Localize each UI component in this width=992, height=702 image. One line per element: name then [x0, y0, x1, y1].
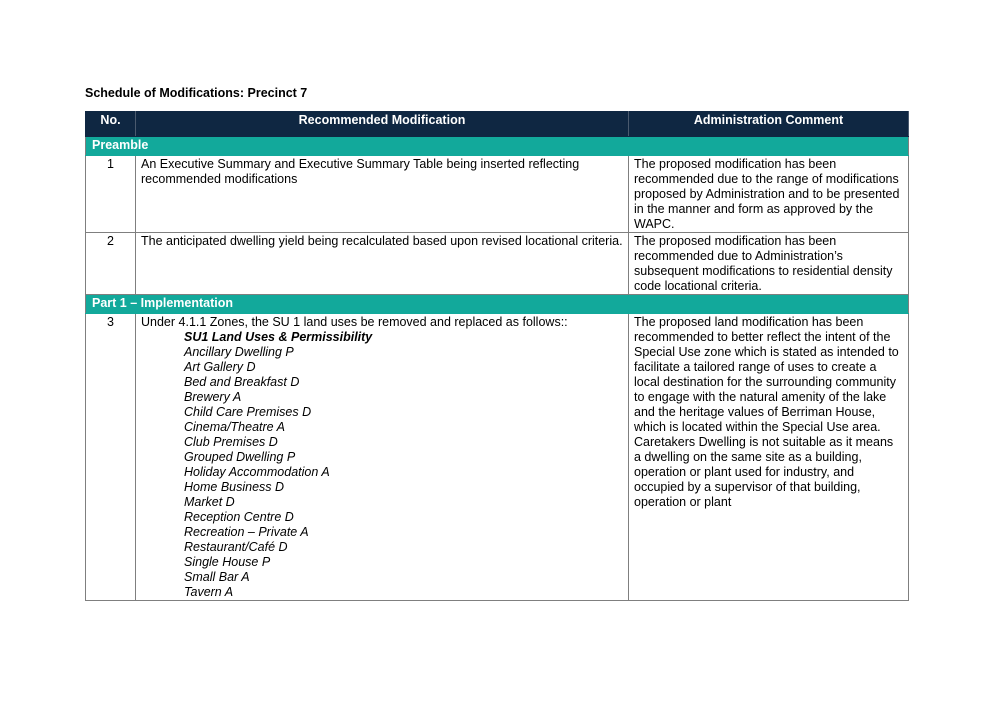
land-use-item: Bed and Breakfast D — [184, 375, 300, 389]
land-use-item: Single House P — [184, 555, 271, 569]
land-use-item: Home Business D — [184, 480, 285, 494]
row-number: 2 — [86, 233, 136, 295]
land-use-item: Ancillary Dwelling P — [184, 345, 294, 359]
header-modification: Recommended Modification — [136, 112, 629, 137]
land-use-item: Restaurant/Café D — [184, 540, 288, 554]
table-header-row — [86, 112, 909, 137]
row-number: 3 — [86, 314, 136, 601]
land-use-item: Art Gallery D — [184, 360, 256, 374]
land-use-item: Market D — [184, 495, 235, 509]
section-label: Preamble — [86, 137, 909, 156]
section-row-preamble — [86, 137, 909, 156]
land-use-item: Reception Centre D — [184, 510, 294, 524]
modification-cell: The anticipated dwelling yield being recalculated based upon revised locational criteria. — [136, 233, 629, 295]
modification-cell — [136, 314, 629, 601]
header-no: No. — [86, 112, 136, 137]
row-number: 1 — [86, 156, 136, 233]
land-uses-list — [141, 345, 623, 600]
modification-intro: Under 4.1.1 Zones, the SU 1 land uses be removed and replaced as follows:: — [141, 315, 568, 329]
comment-cell: The proposed land modification has been recommended to better reflect the intent of the Special Use zone which is stated as intended to facilitate a tailored range of uses to create a local destination for the surrounding community to engage with the natural amenity of the lake and the heritage values of Berriman House, which is located within the Special Use area. Caretakers Dwelling is not suitable as it means a dwelling on the same site as a building, operation or plant used for industry, and occupied by a supervisor of that building, operation or plant — [629, 314, 909, 601]
table-row — [86, 233, 909, 295]
land-use-item: Tavern A — [184, 585, 234, 599]
section-label: Part 1 – Implementation — [86, 295, 909, 314]
land-use-item: Child Care Premises D — [184, 405, 312, 419]
schedule-table — [85, 111, 909, 601]
comment-cell: The proposed modification has been recommended due to the range of modifications proposed by Administration and to be presented in the manner and form as approved by the WAPC. — [629, 156, 909, 233]
section-row-implementation — [86, 295, 909, 314]
table-row — [86, 156, 909, 233]
land-use-item: Small Bar A — [184, 570, 250, 584]
land-use-item: Cinema/Theatre A — [184, 420, 285, 434]
land-uses-title: SU1 Land Uses & Permissibility — [184, 330, 373, 344]
land-use-item: Holiday Accommodation A — [184, 465, 330, 479]
header-comment: Administration Comment — [629, 112, 909, 137]
comment-cell: The proposed modification has been recommended due to Administration’s subsequent modifications to residential density code locational criteria. — [629, 233, 909, 295]
land-use-item: Recreation – Private A — [184, 525, 309, 539]
land-use-item: Club Premises D — [184, 435, 278, 449]
table-row — [86, 314, 909, 601]
land-use-item: Grouped Dwelling P — [184, 450, 296, 464]
land-use-item: Brewery A — [184, 390, 242, 404]
modification-cell: An Executive Summary and Executive Summary Table being inserted reflecting recommended modifications — [136, 156, 629, 233]
document-title: Schedule of Modifications: Precinct 7 — [85, 86, 308, 100]
